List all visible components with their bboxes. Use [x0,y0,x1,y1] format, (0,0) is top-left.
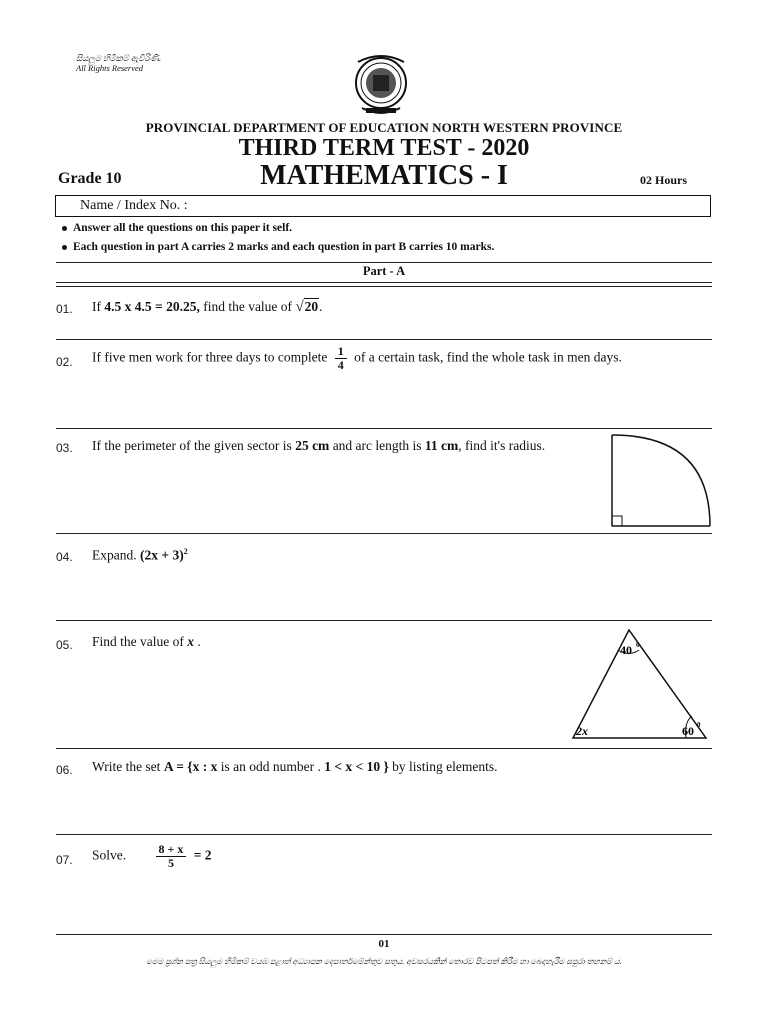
name-index-label: Name / Index No. : [80,198,188,213]
answer-line [56,748,712,749]
svg-text:0: 0 [697,721,701,729]
question-number: 01. [56,302,73,316]
instruction-2: Each question in part A carries 2 marks and each question in part B carries 10 marks. [62,241,494,253]
emblem-icon [352,52,410,116]
set-notation: A = {x : x [163,759,218,774]
instruction-1: Answer all the questions on this paper it self. [62,222,292,234]
question-number: 07. [56,853,73,867]
expression: (2x + 3) [140,547,184,563]
rights-english: All Rights Reserved [76,63,144,73]
question-3: If the perimeter of the given sector is 25 cm and arc length is 11 cm, find it's radius. [92,438,546,453]
footer-divider [56,934,712,935]
question-number: 06. [56,763,73,777]
angle-right-label: 60 [682,724,694,738]
page-number: 01 [378,938,390,950]
radical-icon: √ [295,299,304,315]
sector-diagram [606,430,716,530]
copyright-notice [76,53,161,73]
question-number: 02. [56,355,73,369]
footer-note: මෙම ප්‍රශ්න පත්‍ර සියලුම හිමිකම් වයඹ පළාත් අධ්‍යාපන දෙපාර්තමේන්තුව සතුය. අවසරයකින් තොරව පිටපත් කිරීම හා බෙදාහැරීම සපුරා තහනම් ය. [146,957,622,966]
svg-text:0: 0 [636,641,640,649]
question-6: Write the set A = {x : x is an odd number . 1 < x < 10 } by listing elements. [92,759,498,774]
divider [56,286,712,287]
test-title: THIRD TERM TEST - 2020 [238,135,530,161]
set-condition: 1 < x < 10 } [324,759,389,774]
bullet-icon [62,226,67,231]
question-number: 03. [56,441,73,455]
part-title: Part - A [362,264,406,278]
divider [56,282,712,283]
angle-top-label: 40 [620,643,632,657]
question-1: If 4.5 x 4.5 = 20.25, find the value of √20. [92,299,323,315]
name-index-field[interactable] [55,195,711,217]
answer-line [56,834,712,835]
bullet-icon [62,245,67,250]
triangle-diagram [566,624,716,744]
question-2: If five men work for three days to complete $\frac{1}{4}$ of a certain task, find the whole task in men days. [92,344,622,372]
fraction: $\frac{1}{4}$ [335,345,347,372]
answer-line [56,533,712,534]
rights-sinhala: සියලුම හිමිකම් ඇවිරිණි. [76,53,162,63]
department-name: PROVINCIAL DEPARTMENT OF EDUCATION NORTH WESTERN PROVINCE [145,120,623,135]
subject-title: MATHEMATICS - I [260,160,508,191]
grade-label: Grade 10 [58,170,122,187]
question-4: Expand. $(2x + 3)^2$ [92,547,188,563]
answer-line [56,620,712,621]
question-5: Find the value of x . [92,634,201,649]
answer-line [56,428,712,429]
divider [56,262,712,263]
angle-left-label: 2x [576,724,588,738]
duration-label: 02 Hours [640,173,688,187]
question-number: 04. [56,550,73,564]
fraction: $\frac{8 + x}{5}$ [156,843,187,870]
question-7: Solve. $\frac{8 + x}{5}$ = 2 [92,842,212,870]
answer-line [56,339,712,340]
question-number: 05. [56,638,73,652]
